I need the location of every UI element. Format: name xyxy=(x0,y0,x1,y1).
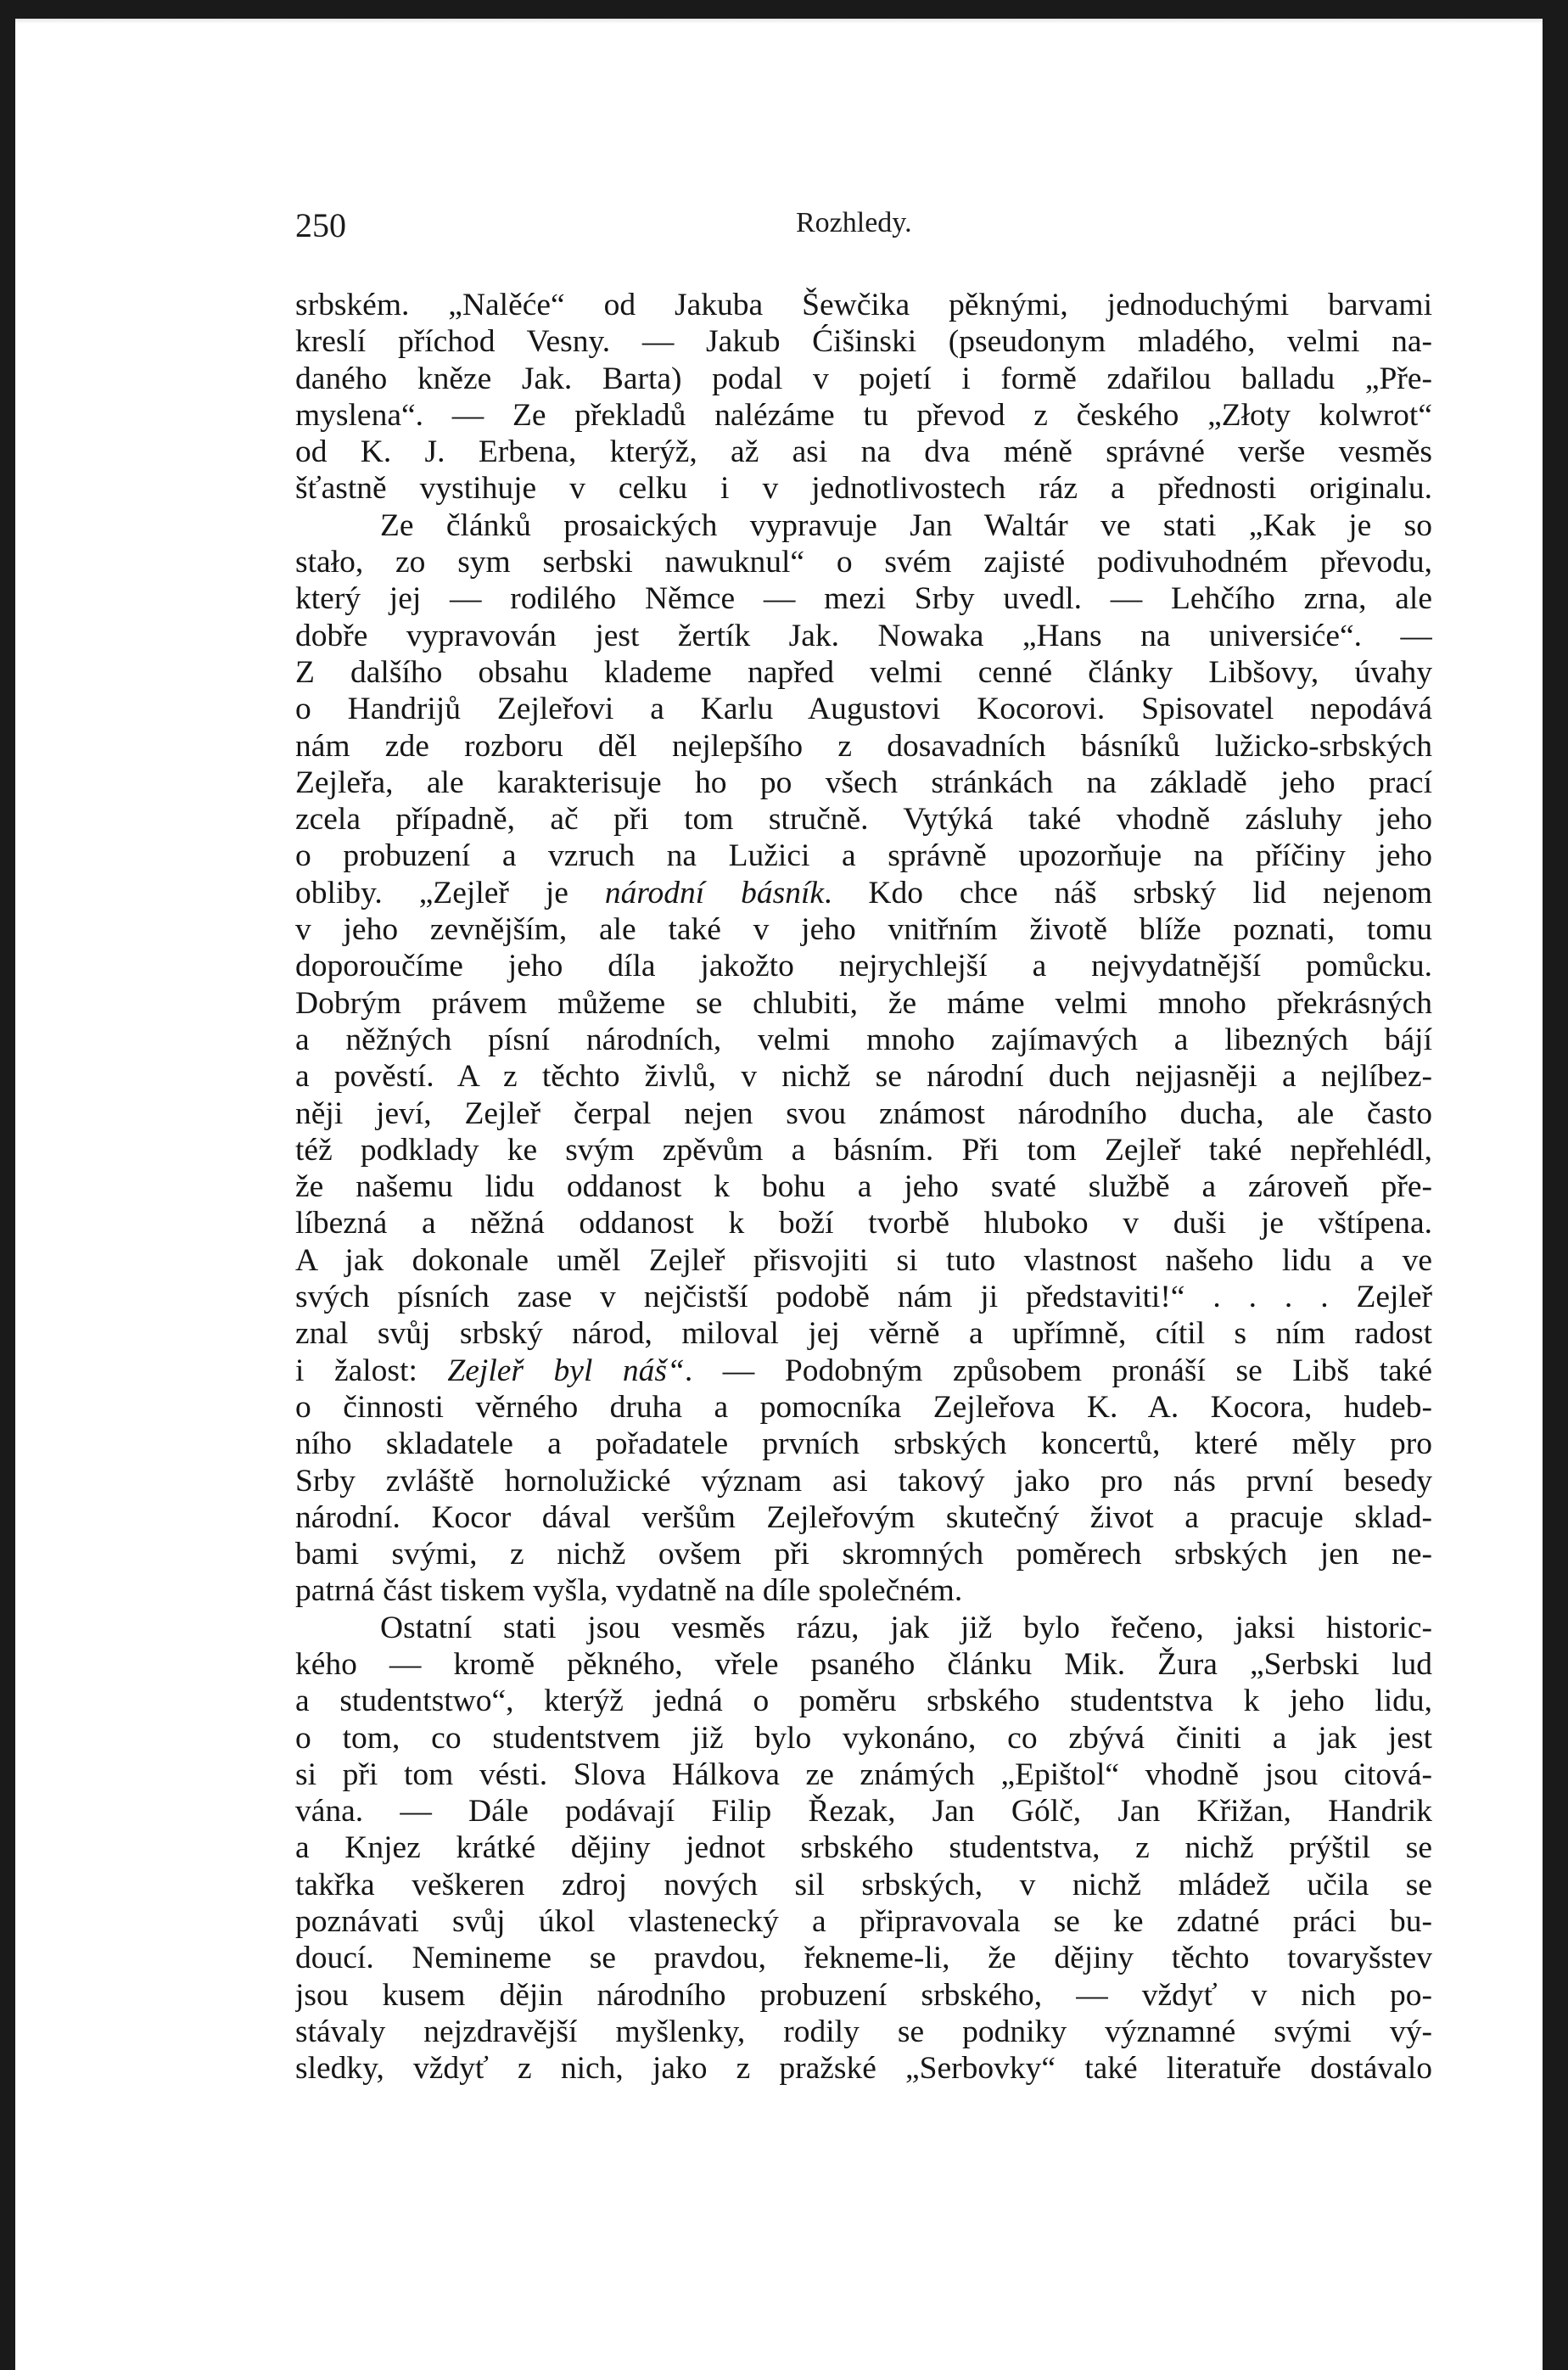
text-line: něji jeví, Zejleř čerpal nejen svou známost národního ducha, ale často xyxy=(295,1095,1432,1131)
text-line: Ostatní stati jsou vesměs rázu, jak již bylo řečeno, jaksi historic- xyxy=(380,1610,1432,1645)
page-edge xyxy=(15,19,1543,24)
emphasis-text: Zejleř byl náš“ xyxy=(447,1353,685,1388)
text-line: který jej — rodilého Němce — mezi Srby uvedl. — Lehčího zrna, ale xyxy=(295,581,1432,617)
text-line: bami svými, z nichž ovšem při skromných poměrech srbských jen ne- xyxy=(295,1537,1432,1572)
page xyxy=(15,19,1543,2370)
text-line: nám zde rozboru děl nejlepšího z dosavadních básníků lužicko-srbských xyxy=(295,728,1432,764)
text-line: též podklady ke svým zpěvům a básním. Při tom Zejleř také nepřehlédl, xyxy=(295,1132,1432,1168)
text-line: srbském. „Nalěće“ od Jakuba Šewčika pěknými, jednoduchými barvami xyxy=(295,288,1432,322)
text-line: od K. J. Erbena, kterýž, až asi na dva méně správné verše vesměs xyxy=(295,434,1432,470)
text-line: daného kněze Jak. Barta) podal v pojetí i formě zdařilou balladu „Pře- xyxy=(295,361,1432,396)
text-line: dobře vypravován jest žertík Jak. Nowaka „Hans na universiće“. — xyxy=(295,618,1432,653)
text-line: Srby zvláště hornolužické význam asi takový jako pro nás první besedy xyxy=(295,1463,1432,1499)
text-line: doucí. Nemineme se pravdou, řekneme-li, že dějiny těchto tovaryšstev xyxy=(295,1941,1432,1976)
text-line: o tom, co studentstvem již bylo vykonáno, co zbývá činiti a jak jest xyxy=(295,1720,1432,1756)
text-line: Dobrým právem můžeme se chlubiti, že máme velmi mnoho překrásných xyxy=(295,985,1432,1021)
text-line: a pověstí. A z těchto živlů, v nichž se národní duch nejjasněji a nejlíbez- xyxy=(295,1059,1432,1095)
text-line: že našemu lidu oddanost k bohu a jeho svaté službě a zároveň pře- xyxy=(295,1169,1432,1205)
running-title: Rozhledy. xyxy=(796,207,912,238)
text-line: šťastně vystihuje v celku i v jednotlivostech ráz a přednosti originalu. xyxy=(295,471,1432,507)
text-line: Zejleřa, ale karakterisuje ho po všech stránkách na základě jeho prací xyxy=(295,765,1432,800)
text-line: myslena“. — Ze překladů nalézáme tu převod z českého „Złoty kolwrot“ xyxy=(295,397,1432,433)
text-line: a studentstwo“, kterýž jedná o poměru srbského studentstva k jeho lidu, xyxy=(295,1684,1432,1719)
text-line: sledky, vždyť z nich, jako z pražské „Serbovky“ také literatuře dostávalo xyxy=(295,2051,1432,2087)
text-line: o probuzení a vzruch na Lužici a správně upozorňuje na příčiny jeho xyxy=(295,838,1432,874)
text-line: a něžných písní národních, velmi mnoho zajímavých a libezných bájí xyxy=(295,1022,1432,1057)
page-header xyxy=(295,205,1432,256)
text-line: poznávati svůj úkol vlastenecký a připravovala se ke zdatné práci bu- xyxy=(295,1904,1432,1940)
text-line: vána. — Dále podávají Filip Řezak, Jan Gólč, Jan Křižan, Handrik xyxy=(295,1794,1432,1829)
text-line: i žalost: Zejleř byl náš“. — Podobným způsobem pronáší se Libš také xyxy=(295,1353,1432,1388)
text-line: jsou kusem dějin národního probuzení srbského, — vždyť v nich po- xyxy=(295,1977,1432,2013)
text-line: kého — kromě pěkného, vřele psaného článku Mik. Žura „Serbski lud xyxy=(295,1646,1432,1682)
text-line: stało, zo sym serbski nawuknul“ o svém zajisté podivuhodném převodu, xyxy=(295,545,1432,580)
text-line: o Handrijů Zejleřovi a Karlu Augustovi Kocorovi. Spisovatel nepodává xyxy=(295,692,1432,727)
emphasis-text: národní básník xyxy=(604,875,825,910)
body-text xyxy=(295,287,1432,2087)
text-line: kreslí příchod Vesny. — Jakub Ćišinski (pseudonym mladého, velmi na- xyxy=(295,324,1432,360)
text-line: svých písních zase v nejčistší podobě nám ji představiti!“ . . . . Zejleř xyxy=(295,1280,1432,1315)
text-line: v jeho zevnějším, ale také v jeho vnitřním životě blíže poznati, tomu xyxy=(295,912,1432,948)
text-line: Ze článků prosaických vypravuje Jan Waltár ve stati „Kak je so xyxy=(380,507,1432,543)
page-number: 250 xyxy=(295,206,346,244)
text-line: národní. Kocor dával veršům Zejleřovým skutečný život a pracuje sklad- xyxy=(295,1499,1432,1535)
text-line: o činnosti věrného druha a pomocníka Zejleřova K. A. Kocora, hudeb- xyxy=(295,1389,1432,1425)
text-line: zcela případně, ač při tom stručně. Vytýká také vhodně zásluhy jeho xyxy=(295,802,1432,838)
text-line: Z dalšího obsahu klademe napřed velmi cenné články Libšovy, úvahy xyxy=(295,654,1432,690)
text-line: si při tom vésti. Slova Hálkova ze známých „Epištol“ vhodně jsou citová- xyxy=(295,1756,1432,1792)
text-line: patrná část tiskem vyšla, vydatně na díle společném. xyxy=(295,1573,963,1609)
text-line: líbezná a něžná oddanost k boží tvorbě hluboko v duši je vštípena. xyxy=(295,1206,1432,1241)
text-line: doporoučíme jeho díla jakožto nejrychlejší a nejvydatnější pomůcku. xyxy=(295,949,1432,984)
text-line: obliby. „Zejleř je národní básník. Kdo chce náš srbský lid nejenom xyxy=(295,875,1432,910)
text-line: takřka veškeren zdroj nových sil srbských, v nichž mládež učila se xyxy=(295,1867,1432,1902)
text-line: ního skladatele a pořadatele prvních srbských koncertů, které měly pro xyxy=(295,1426,1432,1462)
text-line: a Knjez krátké dějiny jednot srbského studentstva, z nichž prýštil se xyxy=(295,1830,1432,1866)
text-line: znal svůj srbský národ, miloval jej věrně a upřímně, cítil s ním radost xyxy=(295,1316,1432,1352)
text-line: stávaly nejzdravější myšlenky, rodily se podniky významné svými vý- xyxy=(295,2014,1432,2049)
text-line: A jak dokonale uměl Zejleř přisvojiti si tuto vlastnost našeho lidu a ve xyxy=(295,1242,1432,1278)
